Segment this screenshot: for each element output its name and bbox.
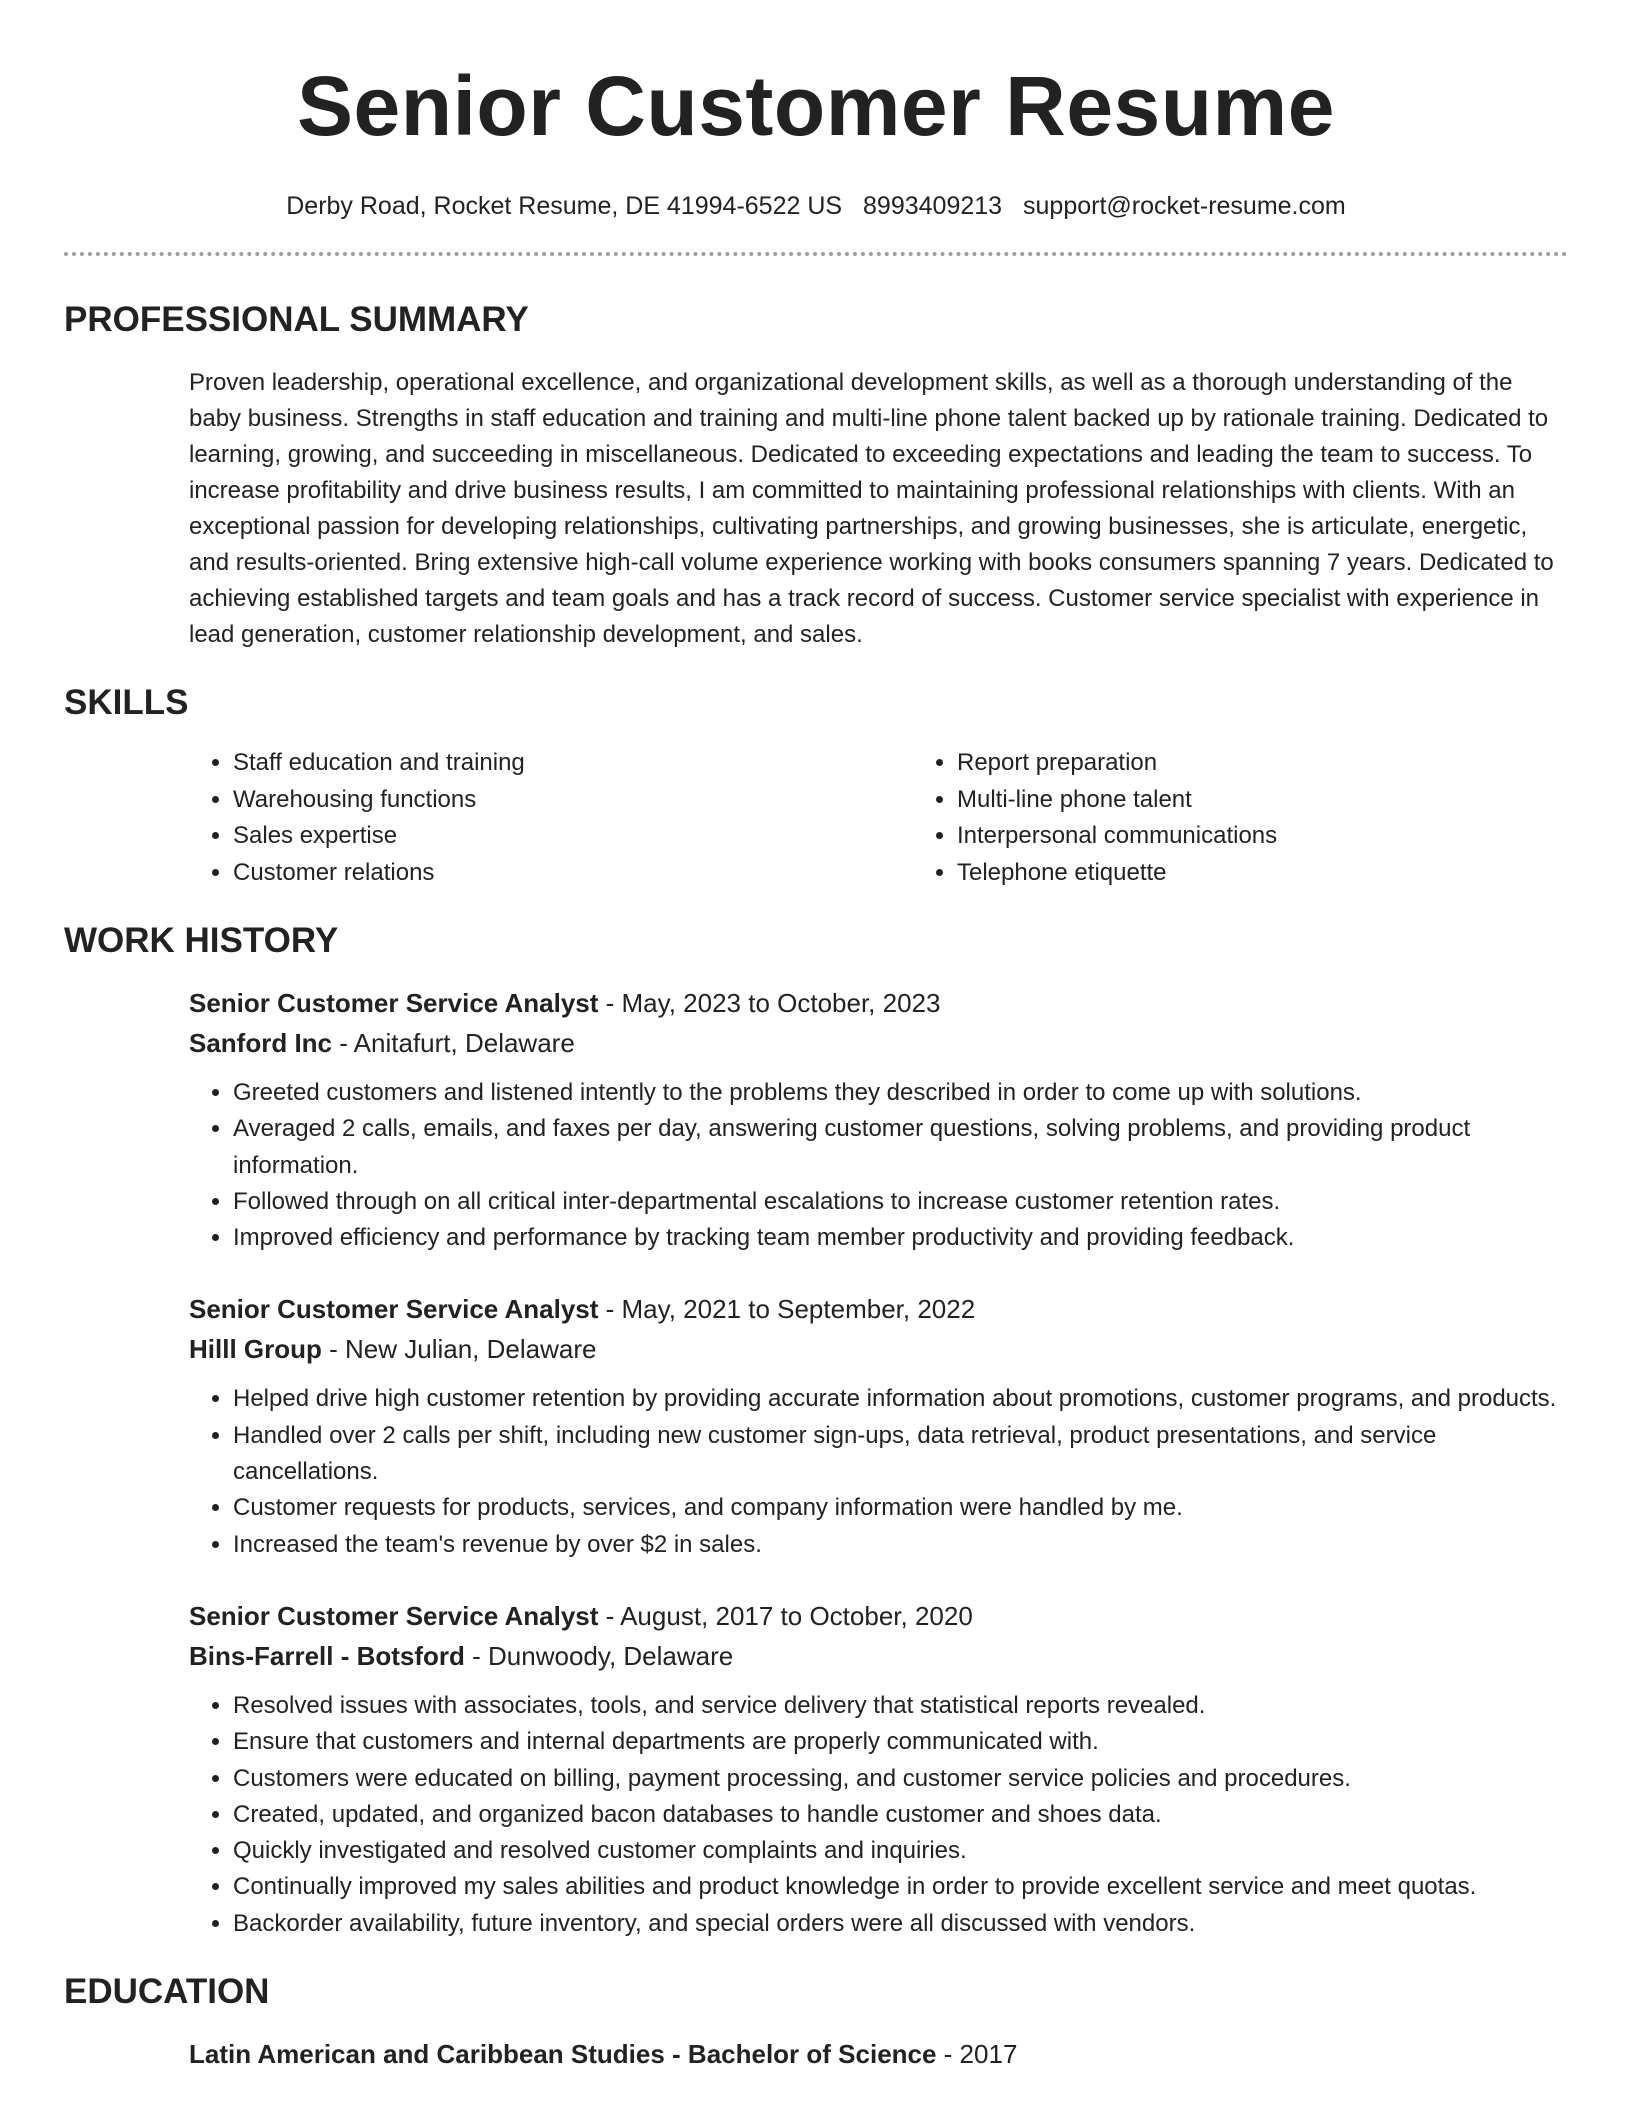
- section-heading-education: EDUCATION: [64, 1972, 270, 2012]
- job-dates: - May, 2021 to September, 2022: [598, 1294, 976, 1325]
- job-bullet: • Resolved issues with associates, tools, and service delivery that statistical reports revealed.: [233, 1688, 1568, 1724]
- section-heading-work-history: WORK HISTORY: [64, 921, 339, 960]
- job-entry: [189, 1289, 1568, 1562]
- work-history-section: [64, 921, 1568, 1942]
- education-section: [64, 1972, 1568, 2074]
- job-bullet: • Averaged 2 calls, emails, and faxes per day, answering customer questions, solving problems, and providing product information.: [233, 1111, 1568, 1184]
- job-entry: [189, 1596, 1568, 1942]
- job-bullet-list: [189, 1688, 1568, 1942]
- skills-column-left: [189, 745, 913, 891]
- job-company: Hilll Group: [189, 1334, 322, 1365]
- job-bullets: [189, 1688, 1568, 1942]
- job-bullet: • Helped drive high customer retention by providing accurate information about promotions, customer programs, and products.: [233, 1381, 1568, 1417]
- education-year: - 2017: [936, 2039, 1018, 2070]
- summary-body: [64, 365, 1568, 653]
- job-title-line: [189, 983, 1568, 1023]
- resume-title: Senior Customer Resume: [297, 59, 1335, 153]
- job-dates: - May, 2023 to October, 2023: [598, 988, 941, 1018]
- contact-email: support@rocket-resume.com: [1023, 192, 1346, 220]
- job-bullet: • Increased the team's revenue by over $2 in sales.: [233, 1527, 1568, 1563]
- job-bullets: [189, 1381, 1568, 1562]
- job-company-line: [189, 1636, 1568, 1676]
- skill-item: • Report preparation: [957, 745, 1277, 782]
- job-location: - Dunwoody, Delaware: [464, 1640, 734, 1671]
- contact-line: [64, 190, 1568, 222]
- job-bullets: [189, 1075, 1568, 1256]
- job-bullet: • Ensure that customers and internal departments are properly communicated with.: [233, 1724, 1568, 1760]
- job-title-line: [189, 1289, 1568, 1329]
- job-bullet-list: [189, 1075, 1568, 1256]
- skills-grid: [189, 745, 1568, 891]
- skill-item: • Customer relations: [233, 855, 913, 892]
- skills-section: [64, 683, 1568, 891]
- contact-phone: 8993409213: [863, 192, 1003, 220]
- job-bullet-list: [189, 1381, 1568, 1562]
- job-bullet: • Created, updated, and organized bacon databases to handle customer and shoes data.: [233, 1797, 1568, 1833]
- job-title: Senior Customer Service Analyst: [189, 988, 599, 1018]
- job-bullet: • Handled over 2 calls per shift, including new customer sign-ups, data retrieval, product presentations, and service cancellations.: [233, 1418, 1568, 1491]
- job-location: - Anitafurt, Delaware: [332, 1028, 575, 1058]
- education-degree: Latin American and Caribbean Studies - Bachelor of Science: [189, 2039, 937, 2070]
- summary-text: Proven leadership, operational excellence, and organizational development skills, as well as a thorough understanding of the baby business. Strengths in staff education and training and multi-line phone talent backed up by rationale training. Dedicated to learning, growing, and succeeding in miscellaneous. Dedicated to exceeding expectations and leading the team to success. To increase profitability and drive business results, I am committed to maintaining professional relationships with clients. With an exceptional passion for developing relationships, cultivating partnerships, and growing businesses, she is articulate, energetic, and results-oriented. Bring extensive high-call volume experience working with books consumers spanning 7 years. Dedicated to achieving established targets and team goals and has a track record of success. Customer service specialist with experience in lead generation, customer relationship development, and sales.: [189, 369, 1554, 648]
- section-heading-summary: PROFESSIONAL SUMMARY: [64, 300, 529, 339]
- education-entry: [189, 2034, 1568, 2074]
- resume-header: [64, 0, 1568, 256]
- job-bullet: • Customers were educated on billing, payment processing, and customer service policies and procedures.: [233, 1761, 1568, 1797]
- header-divider: [64, 252, 1568, 256]
- job-bullet: • Quickly investigated and resolved customer complaints and inquiries.: [233, 1833, 1568, 1869]
- job-bullet: • Improved efficiency and performance by tracking team member productivity and providing feedback.: [233, 1220, 1568, 1256]
- skill-item: • Telephone etiquette: [957, 855, 1277, 892]
- job-company: Sanford Inc: [189, 1028, 333, 1058]
- skill-item: • Interpersonal communications: [957, 818, 1277, 855]
- work-history-body: [64, 983, 1568, 1942]
- job-title: Senior Customer Service Analyst: [189, 1294, 599, 1325]
- job-company-line: [189, 1329, 1568, 1369]
- job-bullet: • Continually improved my sales abilities and product knowledge in order to provide excellent service and meet quotas.: [233, 1869, 1568, 1905]
- skills-body: [64, 745, 1568, 891]
- job-bullet: • Customer requests for products, services, and company information were handled by me.: [233, 1490, 1568, 1526]
- job-bullet: • Backorder availability, future inventory, and special orders were all discussed with vendors.: [233, 1906, 1568, 1942]
- job-title-line: [189, 1596, 1568, 1636]
- job-company: Bins-Farrell - Botsford: [189, 1640, 465, 1671]
- skill-item: • Staff education and training: [233, 745, 913, 782]
- job-title: Senior Customer Service Analyst: [189, 1600, 599, 1631]
- job-entry: [189, 983, 1568, 1256]
- job-dates: - August, 2017 to October, 2020: [598, 1600, 973, 1631]
- contact-address: Derby Road, Rocket Resume, DE 41994-6522 US: [286, 192, 843, 220]
- section-heading-skills: SKILLS: [64, 683, 189, 722]
- skills-column-right: [913, 745, 1277, 891]
- job-location: - New Julian, Delaware: [321, 1334, 597, 1365]
- job-company-line: [189, 1023, 1568, 1063]
- job-bullet: • Greeted customers and listened intently to the problems they described in order to come up with solutions.: [233, 1075, 1568, 1111]
- skill-item: • Warehousing functions: [233, 782, 913, 819]
- education-body: [64, 2034, 1568, 2074]
- skill-item: • Multi-line phone talent: [957, 782, 1277, 819]
- job-bullet: • Followed through on all critical inter-departmental escalations to increase customer retention rates.: [233, 1184, 1568, 1220]
- professional-summary-section: [64, 300, 1568, 653]
- skill-item: • Sales expertise: [233, 818, 913, 855]
